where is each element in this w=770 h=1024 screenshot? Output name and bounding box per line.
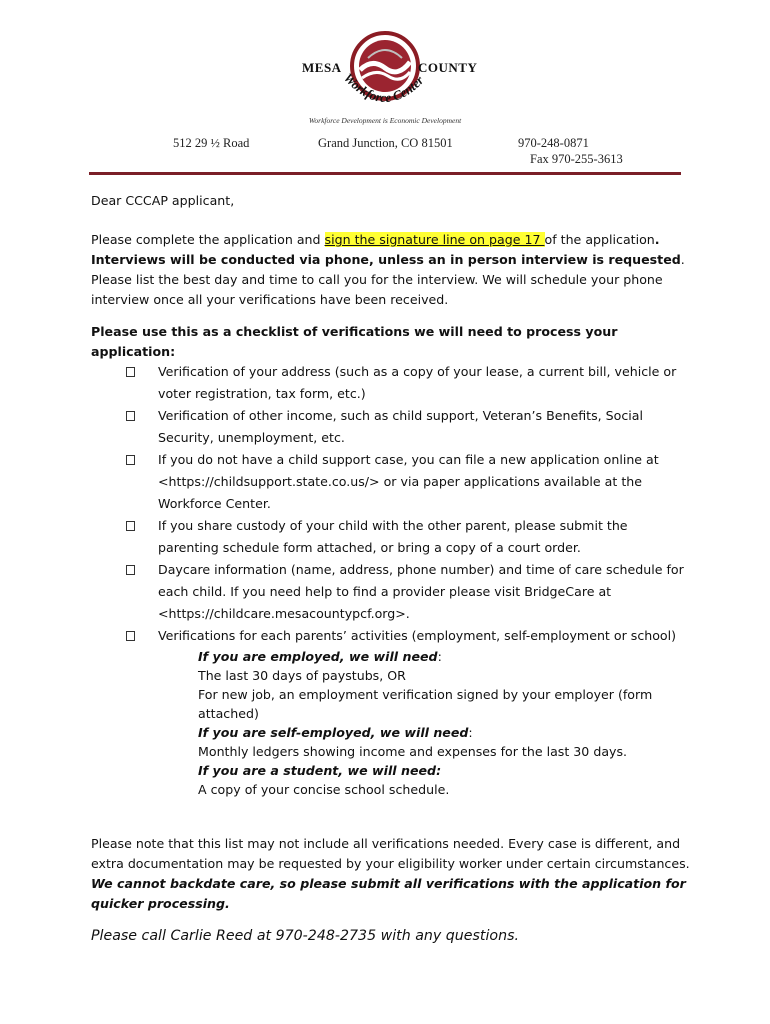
address-city: Grand Junction, CO 81501 — [318, 136, 453, 150]
checkbox-icon[interactable] — [126, 455, 135, 465]
logo-word-county: COUNTY — [418, 60, 478, 75]
checklist-item-custody — [126, 515, 686, 559]
note-text: Please note that this list may not include all verifications needed. Every case is different, and extra documentation may be requested by your eligibility worker under certain circumstances. — [91, 836, 690, 871]
employed-item: For new job, an employment verification signed by your employer (form attached) — [198, 687, 653, 721]
checkbox-icon[interactable] — [126, 411, 135, 421]
logo-word-mesa: MESA — [302, 60, 342, 75]
phone-number: 970-248-0871 — [518, 136, 589, 150]
checkbox-icon[interactable] — [126, 367, 135, 377]
checklist-item-text: If you do not have a child support case, you can file a new application online at <https://childsupport.state.co.us/> or via paper applications available at the Workforce Center. — [158, 452, 659, 511]
contact-line: Please call Carlie Reed at 970-248-2735 with any questions. — [91, 928, 520, 944]
self-employed-item: Monthly ledgers showing income and expenses for the last 30 days. — [198, 744, 628, 759]
student-heading: If you are a student, we will need: — [198, 763, 442, 778]
self-employed-heading — [198, 723, 686, 742]
self-employed-heading-colon: : — [468, 725, 473, 740]
checklist-item-child-support — [126, 449, 686, 515]
self-employed-heading-text: If you are self-employed, we will need — [198, 725, 469, 740]
student-item: A copy of your concise school schedule. — [198, 782, 450, 797]
verification-checklist — [126, 361, 686, 799]
phone-interview-notice: Interviews will be conducted via phone, unless an in person interview is requested — [91, 252, 681, 267]
intro-text-3: . Please list the best day and time to call you for the interview. We will schedule your phone interview once all your verifications have been received. — [91, 252, 685, 307]
logo-arc-text: Workforce Center — [341, 70, 427, 106]
mesa-county-workforce-logo — [290, 28, 480, 130]
checkbox-icon[interactable] — [126, 565, 135, 575]
intro-paragraph — [91, 230, 691, 310]
backdate-warning: We cannot backdate care, so please submit all verifications with the application for quicker processing. — [91, 876, 686, 911]
intro-text-1: Please complete the application and — [91, 232, 325, 247]
checklist-item-text: If you share custody of your child with the other parent, please submit the parenting schedule form attached, or bring a copy of a court order. — [158, 518, 628, 555]
checklist-item-daycare — [126, 559, 686, 625]
checklist-item-other-income — [126, 405, 686, 449]
employed-heading-colon: : — [437, 649, 442, 664]
checklist-heading: Please use this as a checklist of verifications we will need to process your application: — [91, 324, 618, 359]
signature-instruction-highlight: sign the signature line on page 17 — [324, 232, 545, 247]
logo-tagline: Workforce Development is Economic Development — [308, 116, 462, 125]
address-street: 512 29 ½ Road — [173, 136, 250, 150]
checklist-item-address — [126, 361, 686, 405]
closing-note — [91, 834, 691, 914]
checklist-item-text: Verification of your address (such as a copy of your lease, a current bill, vehicle or voter registration, tax form, etc.) — [158, 364, 677, 401]
employed-item: The last 30 days of paystubs, OR — [198, 668, 406, 683]
greeting: Dear CCCAP applicant, — [91, 193, 235, 208]
checkbox-icon[interactable] — [126, 631, 135, 641]
activity-requirements — [198, 647, 686, 799]
checklist-item-text: Daycare information (name, address, phone number) and time of care schedule for each child. If you need help to find a provider please visit BridgeCare at <https://childcare.mesacountypcf.org>. — [158, 562, 684, 621]
header-divider — [89, 172, 681, 175]
intro-period: . — [654, 232, 660, 247]
checklist-item-text: Verifications for each parents’ activities (employment, self-employment or school) — [158, 628, 677, 643]
checklist-item-parent-activities — [126, 625, 686, 799]
intro-text-2: of the application — [544, 232, 655, 247]
fax-number: Fax 970-255-3613 — [530, 152, 623, 166]
employed-heading-text: If you are employed, we will need — [198, 649, 438, 664]
employed-heading — [198, 647, 686, 666]
checklist-item-text: Verification of other income, such as child support, Veteran’s Benefits, Social Security, unemployment, etc. — [158, 408, 643, 445]
checkbox-icon[interactable] — [126, 521, 135, 531]
logo-emblem-icon — [290, 28, 480, 130]
